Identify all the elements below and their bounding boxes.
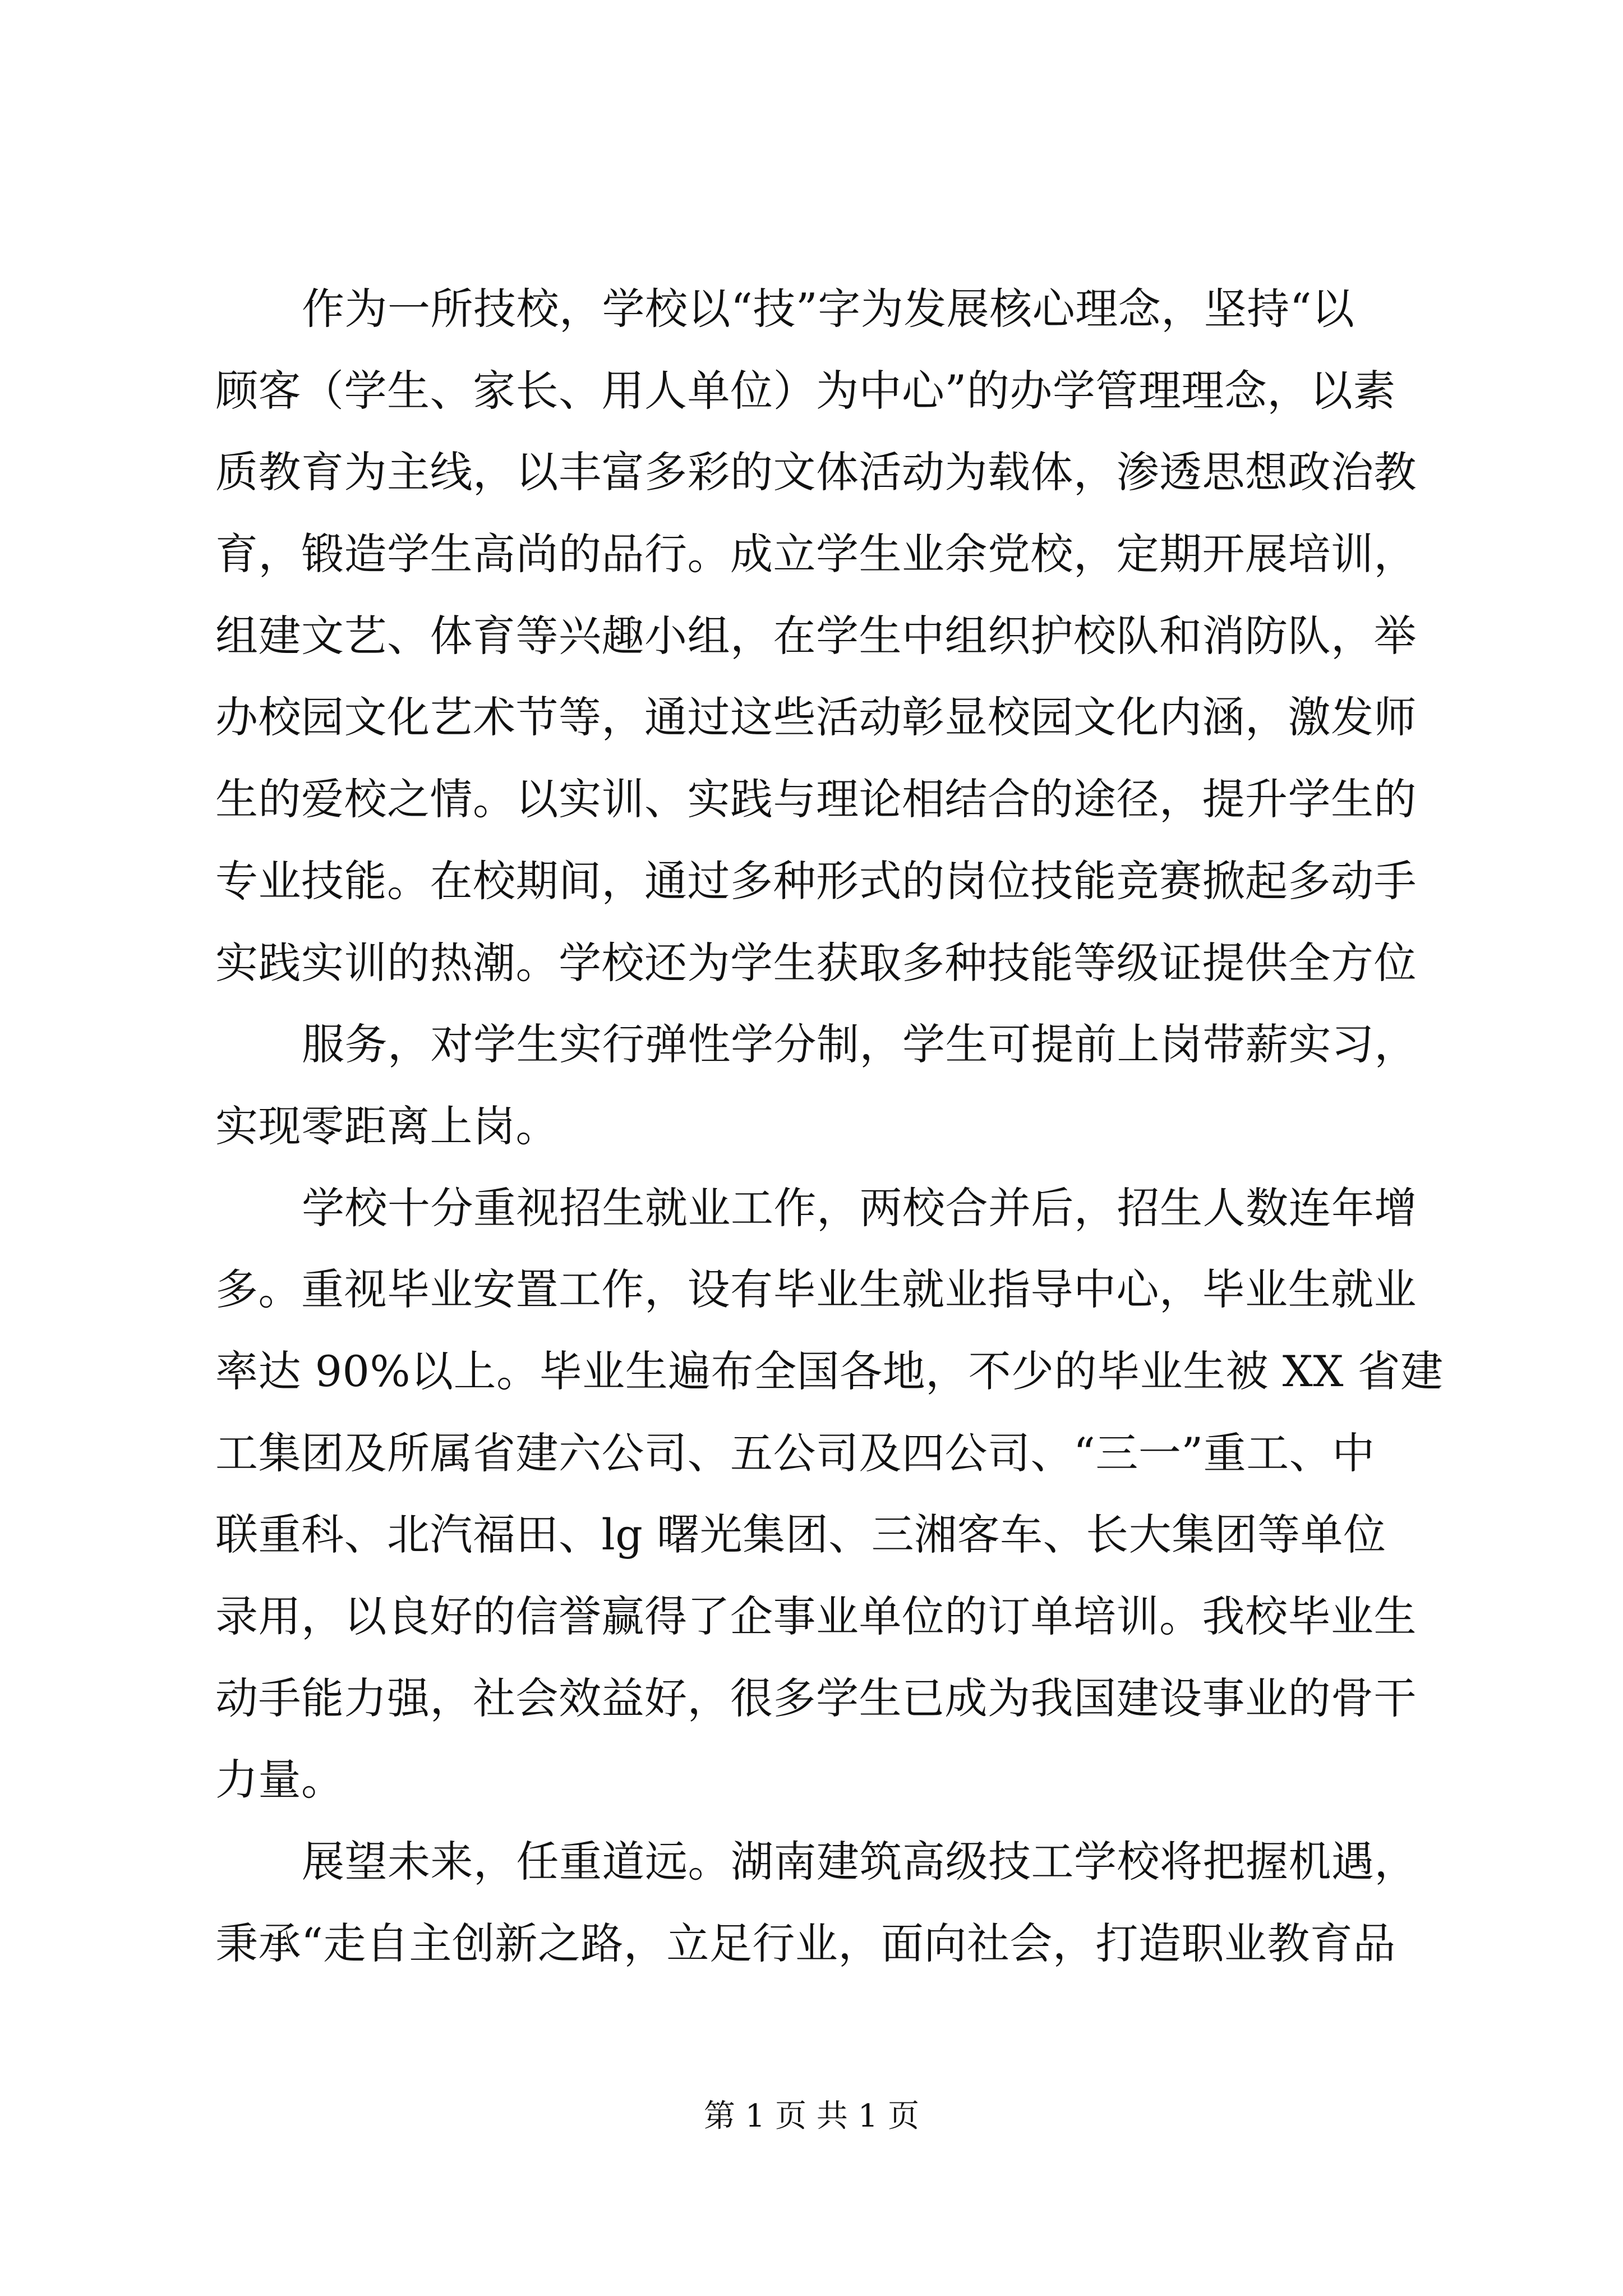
text-line: 生的爱校之情。以实训、实践与理论相结合的途径，提升学生的: [215, 774, 1417, 825]
text-line: 实现零距离上岗。: [215, 1101, 559, 1151]
text-line: 作为一所技校，学校以“技”字为发展核心理念，坚持“以: [302, 284, 1355, 334]
text-line: 力量。: [215, 1755, 344, 1805]
text-line: 质教育为主线，以丰富多彩的文体活动为载体，渗透思想政治教: [215, 447, 1417, 498]
text-line: 学校十分重视招生就业工作，两校合并后，招生人数连年增: [302, 1182, 1417, 1233]
body-text: [215, 268, 1444, 1984]
text-line: 组建文艺、体育等兴趣小组，在学生中组织护校队和消防队，举: [215, 610, 1417, 661]
text-line: 秉承“走自主创新之路，立足行业，面向社会，打造职业教育品: [215, 1918, 1396, 1968]
page-number-footer: 第 1 页 共 1 页: [703, 2098, 920, 2134]
text-line: 动手能力强，社会效益好，很多学生已成为我国建设事业的骨干: [215, 1673, 1417, 1723]
text-line: 工集团及所属省建六公司、五公司及四公司、“三一”重工、中: [215, 1428, 1375, 1478]
text-line: 办校园文化艺术节等，通过这些活动彰显校园文化内涵，激发师: [215, 692, 1417, 743]
text-line: 实践实训的热潮。学校还为学生获取多种技能等级证提供全方位: [215, 937, 1417, 988]
text-line: 顾客（学生、家长、用人单位）为中心”的办学管理理念，以素: [215, 365, 1396, 416]
text-line: 育，锻造学生高尚的品行。成立学生业余党校，定期开展培训，: [215, 529, 1417, 579]
text-line: 多。重视毕业安置工作，设有毕业生就业指导中心，毕业生就业: [215, 1264, 1417, 1315]
text-line: 率达 90%以上。毕业生遍布全国各地，不少的毕业生被 XX 省建: [215, 1346, 1444, 1396]
text-line: 专业技能。在校期间，通过多种形式的岗位技能竞赛掀起多动手: [215, 855, 1417, 906]
text-line: 服务，对学生实行弹性学分制，学生可提前上岗带薪实习，: [302, 1019, 1417, 1070]
text-line: 展望未来，任重道远。湖南建筑高级技工学校将把握机遇，: [302, 1837, 1417, 1887]
text-line: 联重科、北汽福田、lg 曙光集团、三湘客车、长大集团等单位: [215, 1510, 1386, 1560]
text-line: 录用，以良好的信誉赢得了企事业单位的订单培训。我校毕业生: [215, 1591, 1417, 1641]
